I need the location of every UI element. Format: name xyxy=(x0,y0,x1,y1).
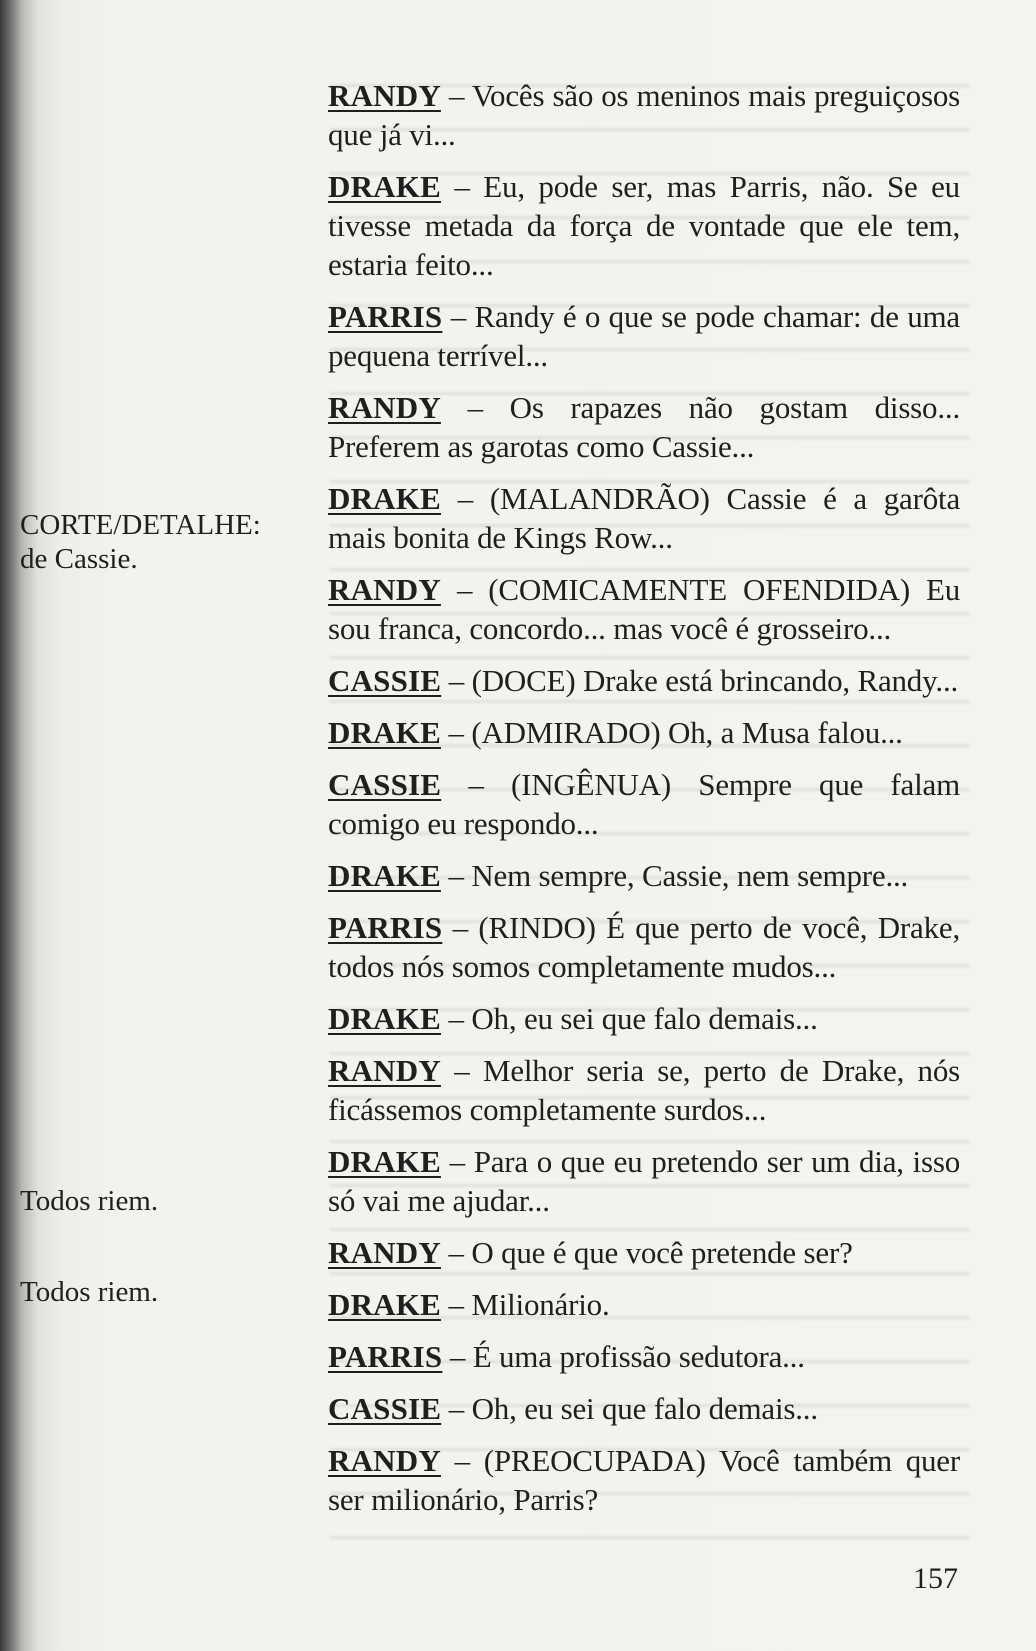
dialogue-text: – (DOCE) Drake está brincando, Randy... xyxy=(441,663,959,698)
dialogue-text: – O que é que você pretende ser? xyxy=(440,1235,853,1270)
dialogue-text: – (ADMIRADO) Oh, a Musa falou... xyxy=(440,715,903,750)
speaker-name: DRAKE xyxy=(328,1144,441,1179)
stage-direction-line: CORTE/DETALHE: xyxy=(20,509,261,541)
stage-direction-line: Todos riem. xyxy=(20,1276,159,1308)
dialogue-text: – Nem sempre, Cassie, nem sempre... xyxy=(440,858,909,893)
dialogue-line xyxy=(328,1051,960,1129)
dialogue-text: – É uma profissão sedutora... xyxy=(442,1339,805,1374)
dialogue-text: – Oh, eu sei que falo demais... xyxy=(440,1001,818,1036)
dialogue-line xyxy=(328,661,960,700)
speaker-name: RANDY xyxy=(328,572,441,607)
dialogue-text: – (COMICAMENTE OFENDIDA) Eu sou franca, concordo... mas você é grosseiro... xyxy=(328,572,960,646)
stage-direction-note xyxy=(20,508,261,576)
stage-direction-line: de Cassie. xyxy=(20,543,138,575)
dialogue-text: – Eu, pode ser, mas Parris, não. Se eu tivesse metada da força de vontade que ele tem, estaria feito... xyxy=(328,169,960,282)
dialogue-line xyxy=(328,297,960,375)
dialogue-line xyxy=(328,1441,960,1519)
speaker-name: PARRIS xyxy=(328,1339,443,1374)
dialogue-text: – (MALANDRÃO) Cassie é a garôta mais bonita de Kings Row... xyxy=(328,481,960,555)
speaker-name: RANDY xyxy=(328,1235,441,1270)
dialogue-column xyxy=(328,76,960,1532)
dialogue-text: – Milionário. xyxy=(440,1287,610,1322)
speaker-name: RANDY xyxy=(328,1053,441,1088)
speaker-name: DRAKE xyxy=(328,1287,441,1322)
dialogue-line xyxy=(328,76,960,154)
stage-direction-note xyxy=(20,1275,158,1309)
speaker-name: RANDY xyxy=(328,390,441,425)
dialogue-text: – (INGÊNUA) Sempre que falam comigo eu respondo... xyxy=(328,767,960,841)
dialogue-line xyxy=(328,765,960,843)
speaker-name: DRAKE xyxy=(328,481,441,516)
stage-direction-line: Todos riem. xyxy=(20,1185,159,1217)
dialogue-text: – Melhor seria se, perto de Drake, nós ficássemos completamente surdos... xyxy=(328,1053,960,1127)
dialogue-text: – Os rapazes não gostam disso... Preferem as garotas como Cassie... xyxy=(328,390,960,464)
dialogue-line xyxy=(328,1285,960,1324)
speaker-name: DRAKE xyxy=(328,715,441,750)
dialogue-line xyxy=(328,570,960,648)
speaker-name: RANDY xyxy=(328,78,441,113)
dialogue-line xyxy=(328,1389,960,1428)
dialogue-line xyxy=(328,388,960,466)
dialogue-text: – (RINDO) É que perto de você, Drake, todos nós somos completamente mudos... xyxy=(328,910,960,984)
dialogue-line xyxy=(328,1337,960,1376)
dialogue-text: – Para o que eu pretendo ser um dia, isso só vai me ajudar... xyxy=(328,1144,960,1218)
dialogue-text: – Oh, eu sei que falo demais... xyxy=(441,1391,818,1426)
stage-direction-note xyxy=(20,1184,158,1218)
dialogue-text: – Randy é o que se pode chamar: de uma pequena terrível... xyxy=(328,299,960,373)
dialogue-line xyxy=(328,713,960,752)
page-number: 157 xyxy=(913,1562,958,1595)
speaker-name: CASSIE xyxy=(328,1391,442,1426)
speaker-name: DRAKE xyxy=(328,169,441,204)
dialogue-line xyxy=(328,999,960,1038)
speaker-name: CASSIE xyxy=(328,767,442,802)
speaker-name: DRAKE xyxy=(328,1001,441,1036)
dialogue-line xyxy=(328,908,960,986)
dialogue-line xyxy=(328,1233,960,1272)
dialogue-line xyxy=(328,167,960,284)
speaker-name: CASSIE xyxy=(328,663,442,698)
dialogue-line xyxy=(328,856,960,895)
dialogue-text: – Vocês são os meninos mais preguiçosos que já vi... xyxy=(328,78,960,152)
speaker-name: DRAKE xyxy=(328,858,441,893)
dialogue-line xyxy=(328,1142,960,1220)
dialogue-text: – (PREOCUPADA) Você também quer ser milionário, Parris? xyxy=(328,1443,960,1517)
speaker-name: PARRIS xyxy=(328,299,443,334)
dialogue-line xyxy=(328,479,960,557)
speaker-name: PARRIS xyxy=(328,910,443,945)
speaker-name: RANDY xyxy=(328,1443,441,1478)
